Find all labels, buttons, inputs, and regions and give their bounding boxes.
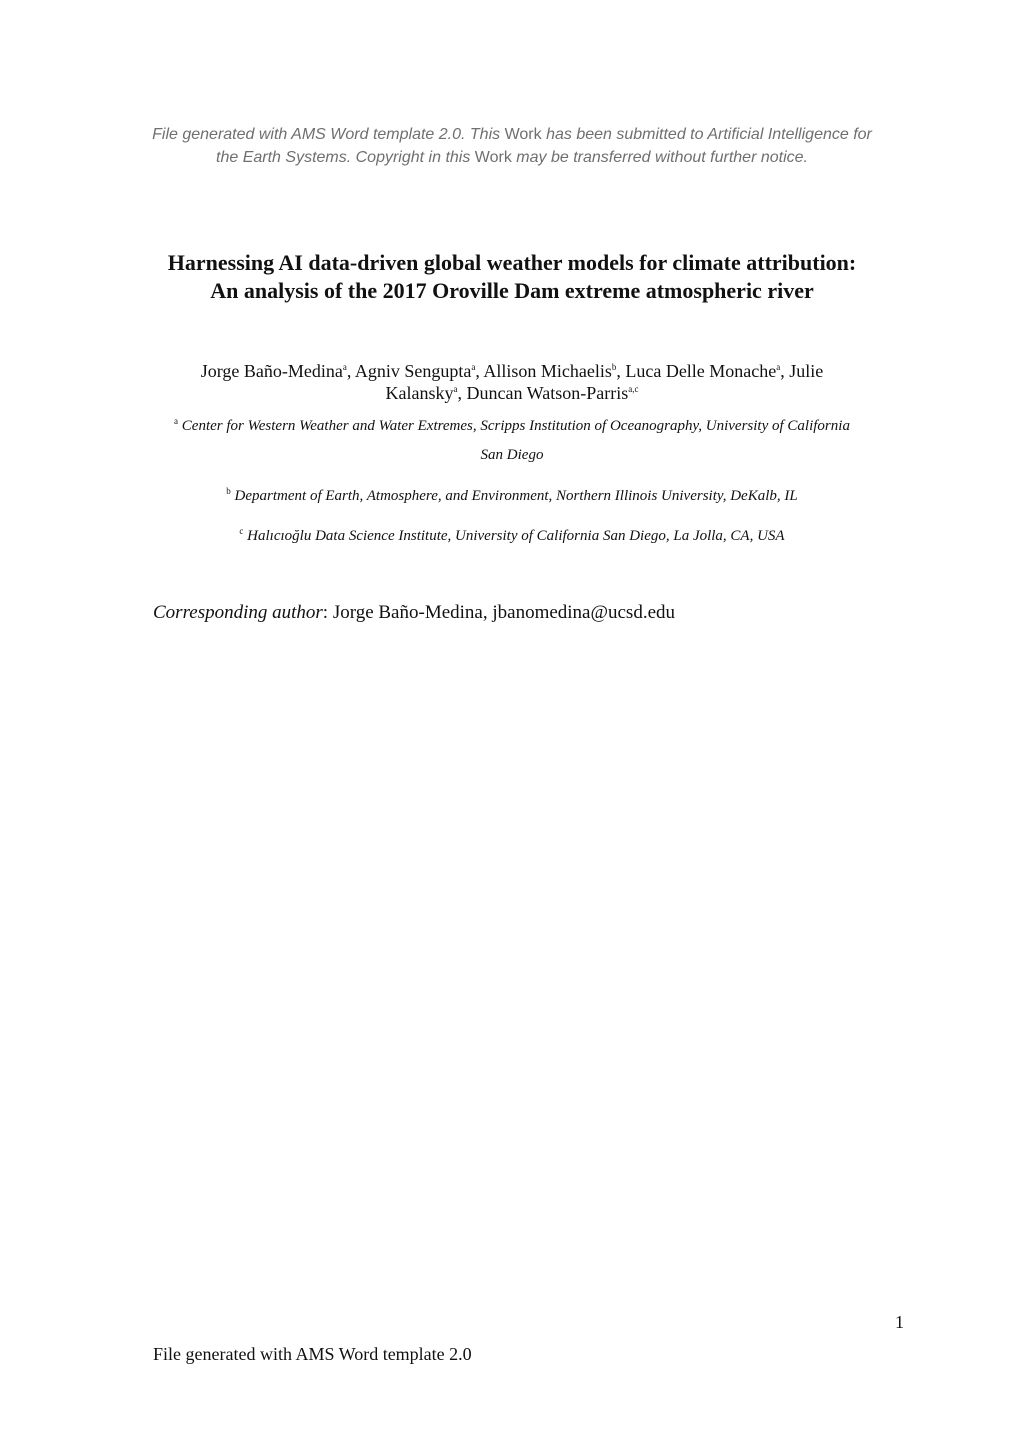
affiliation-marker: b (611, 362, 617, 372)
affiliation-c (100, 522, 924, 551)
affiliation-b (100, 482, 924, 511)
author-list (110, 360, 914, 404)
affiliation-marker: a (342, 362, 347, 372)
author-line-2 (110, 382, 914, 404)
submission-notice-line-1: File generated with AMS Word template 2.0. This Work has been submitted to Artificial Intelligence for (152, 126, 872, 143)
affiliation-marker: a (174, 416, 179, 426)
page-footer: File generated with AMS Word template 2.0 (153, 1344, 472, 1364)
affiliation-marker: a (776, 362, 781, 372)
author-name: , Agniv Sengupta (346, 361, 472, 381)
paper-title-line-2: An analysis of the 2017 Oroville Dam extreme atmospheric river (210, 278, 814, 303)
page-number: 1 (895, 1312, 904, 1332)
submission-notice (100, 123, 924, 169)
author-name: Kalansky (385, 383, 454, 403)
corresponding-author-details: : Jorge Baño-Medina, jbanomedina@ucsd.edu (322, 602, 676, 623)
affiliation-text: Center for Western Weather and Water Extremes, Scripps Institution of Oceanography, University of California (178, 418, 850, 434)
author-name: Jorge Baño-Medina (200, 361, 343, 381)
affiliation-marker: a (453, 384, 458, 394)
affiliation-text: Department of Earth, Atmosphere, and Environment, Northern Illinois University, DeKalb, IL (230, 488, 798, 504)
author-name: , Julie (780, 361, 824, 381)
corresponding-author-label: Corresponding author (153, 602, 323, 623)
affiliation-text: San Diego (480, 447, 544, 463)
affiliation-text: Halıcıoğlu Data Science Institute, University of California San Diego, La Jolla, CA, USA (243, 528, 785, 544)
paper-title (80, 249, 944, 305)
author-name: , Duncan Watson-Parris (457, 383, 629, 403)
affiliation-marker: c (239, 526, 244, 536)
corresponding-author (153, 600, 913, 626)
affiliation-marker: a (471, 362, 476, 372)
author-line-1 (110, 360, 914, 382)
submission-notice-line-2: the Earth Systems. Copyright in this Work may be transferred without further notice. (216, 149, 808, 166)
affiliation-marker: b (226, 486, 231, 496)
affiliation-marker: a,c (628, 384, 639, 394)
author-name: , Allison Michaelis (475, 361, 612, 381)
author-name: , Luca Delle Monache (616, 361, 777, 381)
paper-title-line-1: Harnessing AI data-driven global weather models for climate attribution: (167, 250, 857, 275)
affiliation-a (100, 412, 924, 470)
